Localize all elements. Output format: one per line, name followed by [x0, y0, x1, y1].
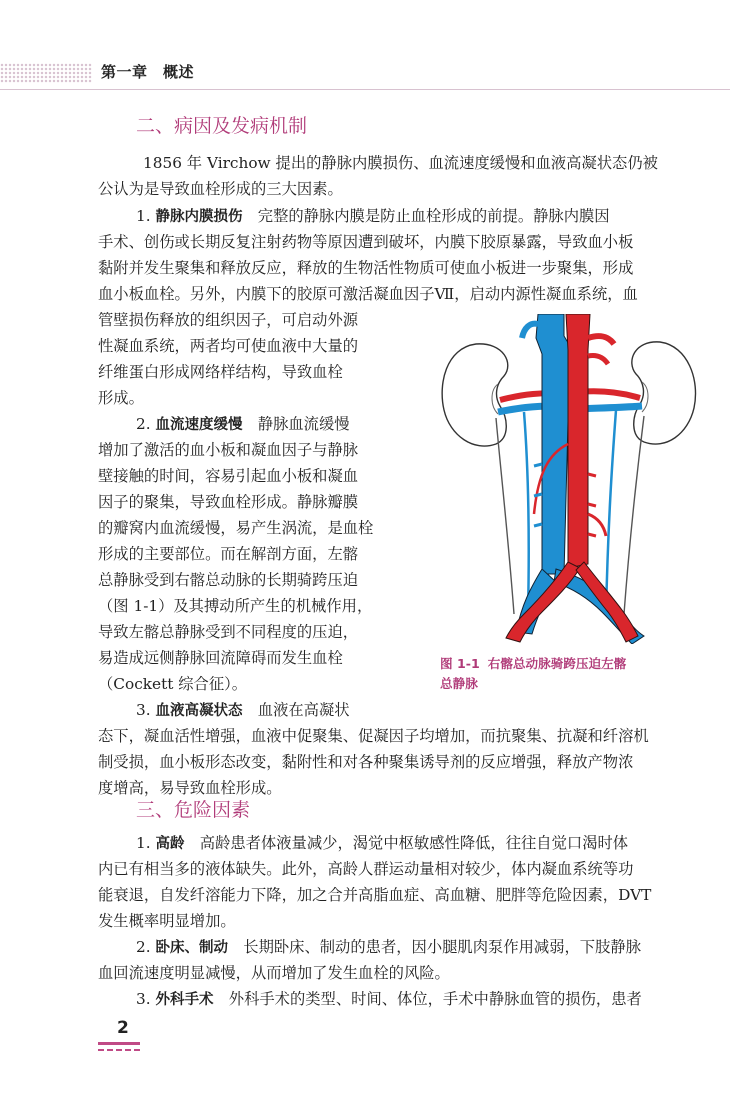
paragraph-line: 内已有相当多的液体缺失。此外，高龄人群运动量相对较少，体内凝血系统等功	[98, 860, 634, 878]
paragraph-line: 因子的聚集，导致血栓形成。静脉瓣膜	[98, 493, 359, 511]
paragraph-line: 形成的主要部位。而在解剖方面，左髂	[98, 545, 359, 563]
item-first-line	[136, 986, 642, 1013]
paragraph-line: 制受损，血小板形态改变，黏附性和对各种聚集诱导剂的反应增强，释放产物浓	[98, 753, 634, 771]
paragraph-line: 总静脉受到右髂总动脉的长期骑跨压迫	[98, 571, 359, 589]
celiac-trunk	[588, 336, 614, 344]
item-number: 3.	[136, 990, 156, 1008]
paragraph-line: 黏附并发生聚集和释放反应，释放的生物活性物质可使血小板进一步聚集，形成	[98, 259, 634, 277]
paragraph-line: 态下，凝血活性增强，血液中促聚集、促凝因子均增加，而抗聚集、抗凝和纤溶机	[98, 727, 649, 745]
header-dot-pattern	[0, 63, 92, 83]
vascular-anatomy-illustration	[438, 314, 700, 644]
item-first-line	[136, 203, 610, 230]
section-heading-etiology: 二、病因及发病机制	[136, 115, 308, 137]
chapter-title: 第一章 概述	[101, 63, 195, 81]
paragraph-line: 血小板血栓。另外，内膜下的胶原可激活凝血因子Ⅶ，启动内源性凝血系统，血	[98, 285, 638, 303]
lumbar-veins	[534, 464, 542, 526]
paragraph-line: 性凝血系统，两者均可使血液中大量的	[98, 337, 359, 355]
header-rule	[0, 89, 730, 90]
page-number: 2	[117, 1018, 129, 1038]
superior-mesenteric-artery	[588, 355, 608, 364]
figure-caption-line2: 总静脉	[440, 676, 478, 691]
item-first-line	[136, 411, 350, 438]
paragraph-line: 形成。	[98, 389, 144, 407]
item-number: 1.	[136, 207, 156, 225]
paragraph-line: 易造成远侧静脉回流障碍而发生血栓	[98, 649, 343, 667]
paragraph-line: 血回流速度明显减慢，从而增加了发生血栓的风险。	[98, 964, 450, 982]
right-ureter	[624, 416, 644, 614]
left-gonadal-vein	[524, 412, 529, 614]
right-gonadal-vein	[606, 410, 616, 614]
running-header	[0, 58, 730, 88]
paragraph-line: 公认为是导致血栓形成的三大因素。	[98, 180, 343, 198]
paragraph-line: 能衰退，自发纤溶能力下降，加之合并高脂血症、高血糖、肥胖等危险因素，DVT	[98, 886, 652, 904]
page-number-dashes	[98, 1049, 140, 1051]
item-first-line	[136, 697, 350, 724]
left-kidney	[442, 344, 508, 446]
figure-caption-line1: 右髂总动脉骑跨压迫左髂	[487, 656, 627, 671]
paragraph-line: 度增高，易导致血栓形成。	[98, 779, 282, 797]
figure-caption	[440, 654, 702, 694]
paragraph-line: 1856 年 Virchow 提出的静脉内膜损伤、血流速度缓慢和血液高凝状态仍被	[143, 154, 658, 172]
paragraph-line: 手术、创伤或长期反复注射药物等原因遭到破坏，内膜下胶原暴露，导致血小板	[98, 233, 634, 251]
page-number-rule	[98, 1042, 140, 1045]
paragraph-line: 纤维蛋白形成网络样结构，导致血栓	[98, 363, 343, 381]
item-heading: 外科手术	[155, 992, 214, 1008]
item-number: 2.	[136, 938, 156, 956]
item-heading: 静脉内膜损伤	[155, 209, 243, 225]
figure-label: 图 1-1	[440, 656, 480, 671]
paragraph-line: 壁接触的时间，容易引起血小板和凝血	[98, 467, 359, 485]
item-heading: 血液高凝状态	[155, 703, 243, 719]
item-heading: 血流速度缓慢	[155, 417, 243, 433]
item-text: 完整的静脉内膜是防止血栓形成的前提。静脉内膜因	[242, 207, 610, 225]
item-number: 2.	[136, 415, 156, 433]
item-first-line	[136, 830, 628, 857]
figure-iliac-compression	[438, 314, 700, 644]
paragraph-line: 导致左髂总静脉受到不同程度的压迫，	[98, 623, 359, 641]
paragraph-line: （图 1-1）及其搏动所产生的机械作用，	[98, 597, 373, 615]
item-first-line	[136, 934, 641, 961]
right-kidney	[632, 342, 696, 444]
item-text: 高龄患者体液量减少，渴觉中枢敏感性降低，往往自觉口渴时体	[184, 834, 629, 852]
item-text: 血液在高凝状	[242, 701, 350, 719]
item-text: 静脉血流缓慢	[242, 415, 350, 433]
item-heading: 卧床、制动	[155, 940, 228, 956]
paragraph-line: 管壁损伤释放的组织因子，可启动外源	[98, 311, 359, 329]
lumbar-arteries	[588, 474, 596, 536]
paragraph-line: 增加了激活的血小板和凝血因子与静脉	[98, 441, 359, 459]
paragraph-line: （Cockett 综合征）。	[98, 675, 248, 693]
item-text: 长期卧床、制动的患者，因小腿肌肉泵作用减弱，下肢静脉	[227, 938, 641, 956]
item-number: 1.	[136, 834, 156, 852]
paragraph-line: 发生概率明显增加。	[98, 912, 236, 930]
hepatic-vein	[522, 324, 538, 338]
inferior-mesenteric-artery	[588, 514, 606, 536]
paragraph-line: 的瓣窝内血流缓慢，易产生涡流，是血栓	[98, 519, 374, 537]
item-text: 外科手术的类型、时间、体位，手术中静脉血管的损伤，患者	[213, 990, 642, 1008]
section-heading-risk-factors: 三、危险因素	[136, 799, 251, 821]
inferior-vena-cava	[536, 314, 570, 574]
item-number: 3.	[136, 701, 156, 719]
left-ureter	[496, 418, 514, 614]
item-heading: 高龄	[155, 836, 185, 852]
abdominal-aorta	[566, 314, 590, 568]
